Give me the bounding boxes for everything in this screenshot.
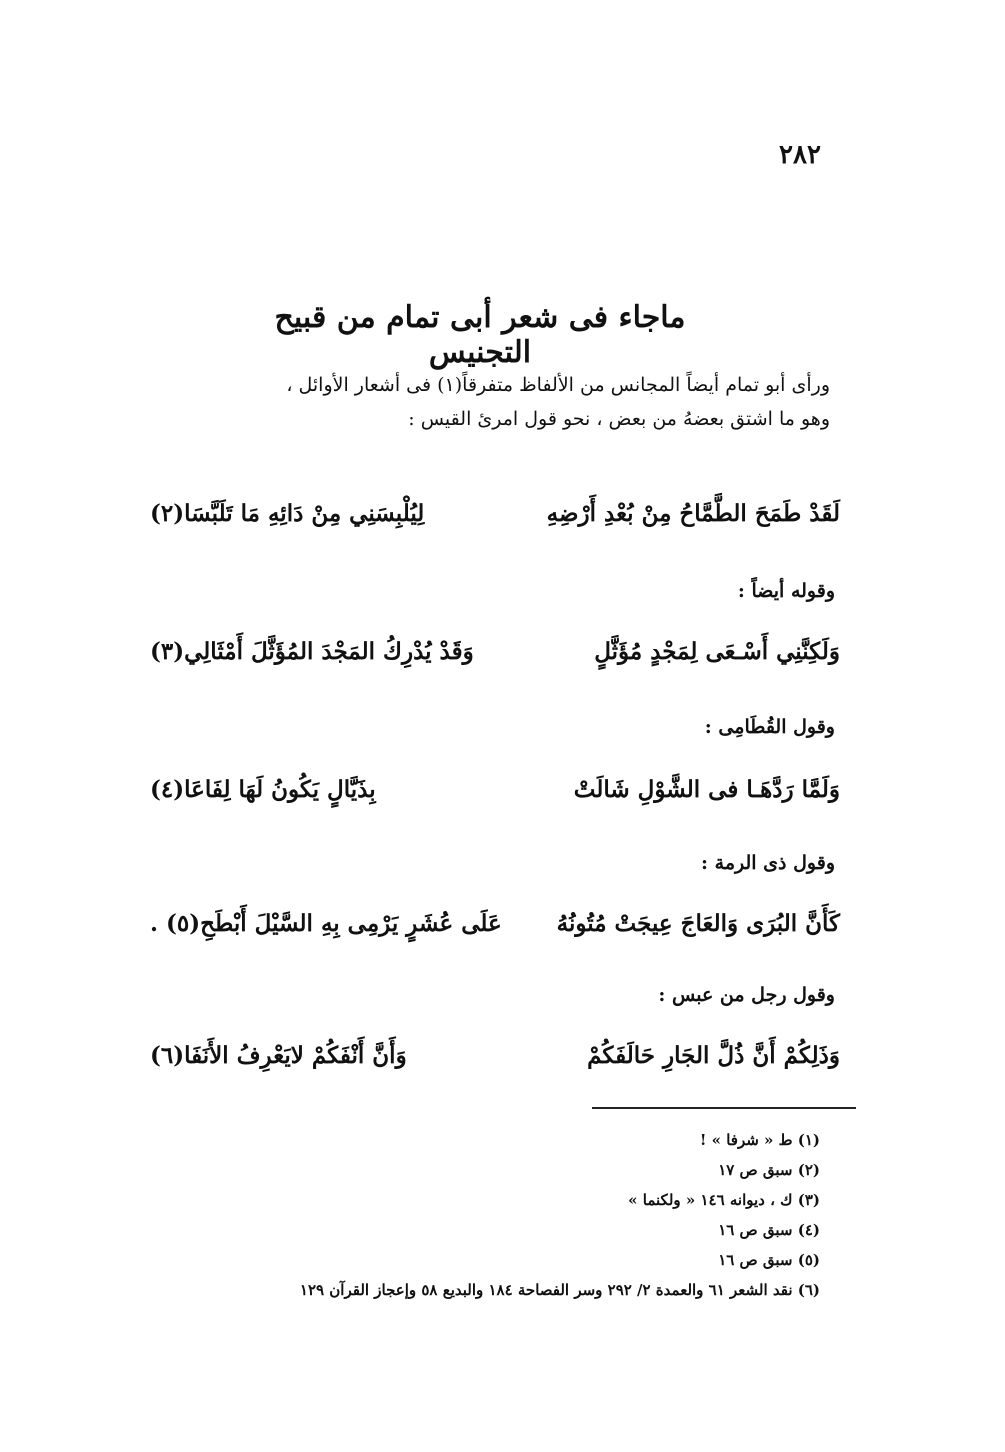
verse-2-first-hemistich: وَلَكِنَّنِي أَسْـعَى لِمَجْدٍ مُؤَثَّلٍ bbox=[594, 638, 840, 665]
verse-2-second-hemistich: وَقَدْ يُدْرِكُ المَجْدَ المُؤَثَّلَ أَمْثَالِي(٣) bbox=[150, 638, 474, 665]
verse-1-first-hemistich: لَقَدْ طَمَحَ الطَّمَّاحُ مِنْ بُعْدِ أَرْضِهِ bbox=[546, 500, 840, 527]
verse-5-second-hemistich: وَأَنَّ أَنْفَكُمْ لايَعْرِفُ الأَنَفَا(٦) bbox=[150, 1042, 407, 1069]
verse-3 bbox=[150, 776, 840, 822]
intro-line-2: وهو ما اشتق بعضهُ من بعض ، نحو قول امرئ القيس : bbox=[408, 408, 830, 430]
verse-5-first-hemistich: وَذَلِكُمْ أَنَّ ذُلَّ الجَارِ حَالَفَكُمْ bbox=[587, 1042, 840, 1069]
footnote-4: (٤) سبق ص ١٦ bbox=[718, 1221, 820, 1239]
footnote-2: (٢) سبق ص ١٧ bbox=[718, 1161, 820, 1179]
verse-3-second-hemistich: بِذَيَّالٍ يَكُونُ لَهَا لِفَاعَا(٤) bbox=[150, 776, 376, 803]
verse-4-first-hemistich: كَأَنَّ البُرَى وَالعَاجَ عِيجَتْ مُتُونُهُ bbox=[556, 910, 840, 937]
footnote-3: (٣) ك ، ديوانه ١٤٦ « ولكنما » bbox=[628, 1191, 820, 1209]
footnotes bbox=[180, 1125, 820, 1305]
chapter-title: ماجاء فى شعر أبى تمام من قبيح التجنيس bbox=[274, 300, 686, 370]
verse-4-second-hemistich: عَلَى عُشَرٍ يَرْمِى بِهِ السَّيْلَ أَبْطَحِ(٥) . bbox=[150, 910, 502, 937]
verse-1 bbox=[150, 500, 840, 546]
verse-3-intro: وقول القُطَامِى : bbox=[704, 716, 835, 738]
page-number: ٢٨٢ bbox=[779, 140, 821, 170]
intro-paragraph bbox=[130, 368, 830, 436]
intro-line-1: ورأى أبو تمام أيضاً المجانس من الألفاظ متفرقاً(١) فى أشعار الأوائل ، bbox=[286, 374, 830, 396]
verse-2 bbox=[150, 638, 840, 684]
footnote-5: (٥) سبق ص ١٦ bbox=[718, 1251, 820, 1269]
verse-3-first-hemistich: وَلَمَّا رَدَّهَـا فى الشَّوْلِ شَالَتْ bbox=[573, 776, 840, 803]
footnote-divider bbox=[592, 1107, 856, 1109]
verse-5-intro: وقول رجل من عبس : bbox=[658, 984, 835, 1006]
verse-5 bbox=[150, 1042, 840, 1088]
verse-4-intro: وقول ذى الرمة : bbox=[701, 852, 835, 874]
verse-2-intro: وقوله أيضاً : bbox=[737, 580, 835, 602]
footnote-6: (٦) نقد الشعر ٦١ والعمدة ٢/ ٢٩٢ وسر الفصاحة ١٨٤ والبديع ٥٨ وإعجاز القرآن ١٢٩ bbox=[299, 1281, 820, 1299]
footnote-1: (١) ط « شرفا » ! bbox=[699, 1131, 820, 1149]
verse-1-second-hemistich: لِيُلْبِسَنِي مِنْ دَائِهِ مَا تَلَبَّسَا(٢) bbox=[150, 500, 425, 527]
verse-4 bbox=[150, 910, 840, 956]
